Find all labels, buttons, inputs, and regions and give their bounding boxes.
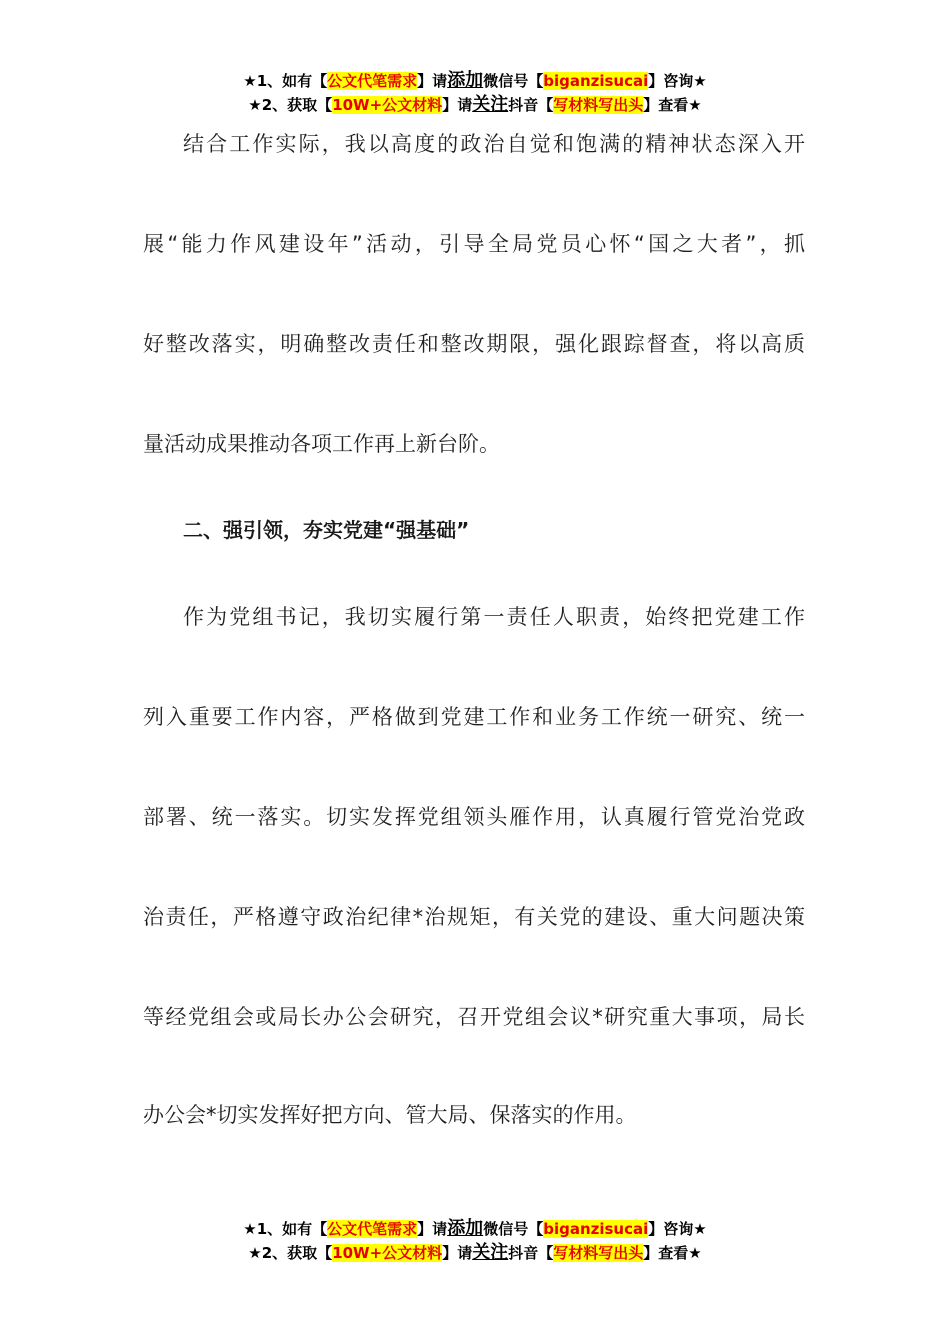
promo-text: 抖音【: [508, 96, 554, 114]
paragraph-2-line-6: 办公会*切实发挥好把方向、管大局、保落实的作用。: [143, 1103, 637, 1127]
promo-text: 】请: [417, 72, 448, 90]
promo-line-1: [0, 69, 950, 93]
promo-emphasis-follow: 关注: [472, 94, 509, 115]
paragraph-1-line-2: 展“能力作风建设年”活动，引导全局党员心怀“国之大者”，抓: [143, 232, 805, 256]
promo-text: 】查看★: [643, 96, 702, 114]
promo-text: 抖音【: [508, 1244, 554, 1262]
promo-text: 】查看★: [643, 1244, 702, 1262]
promo-line-1: [0, 1217, 950, 1241]
promo-text: ★1、如有【: [243, 1220, 328, 1238]
paragraph-2-line-3: 部署、统一落实。切实发挥党组领头雁作用，认真履行管党治党政: [143, 805, 805, 829]
promo-highlight-materials: 10W+公文材料: [332, 1244, 443, 1262]
header-promo-banner: [0, 69, 950, 117]
promo-highlight-ghostwriting: 公文代笔需求: [327, 72, 418, 90]
paragraph-2-line-1: 作为党组书记，我切实履行第一责任人职责，始终把党建工作: [183, 605, 805, 629]
paragraph-2-line-4: 治责任，严格遵守政治纪律*治规矩，有关党的建设、重大问题决策: [143, 905, 805, 929]
promo-emphasis-add: 添加: [447, 70, 484, 91]
footer-promo-banner: [0, 1217, 950, 1265]
promo-emphasis-follow: 关注: [472, 1242, 509, 1263]
paragraph-1-line-4: 量活动成果推动各项工作再上新台阶。: [143, 432, 500, 456]
section-heading-2: 二、强引领，夯实党建“强基础”: [183, 518, 470, 542]
promo-text: 】请: [442, 1244, 473, 1262]
promo-text: ★2、获取【: [248, 1244, 333, 1262]
promo-emphasis-add: 添加: [447, 1218, 484, 1239]
promo-text: 微信号【: [483, 1220, 544, 1238]
paragraph-2-line-5: 等经党组会或局长办公会研究，召开党组会议*研究重大事项，局长: [143, 1005, 805, 1029]
paragraph-2-line-2: 列入重要工作内容，严格做到党建工作和业务工作统一研究、统一: [143, 705, 805, 729]
promo-text: ★2、获取【: [248, 96, 333, 114]
promo-highlight-douyin: 写材料写出头: [553, 1244, 644, 1262]
promo-highlight-douyin: 写材料写出头: [553, 96, 644, 114]
promo-highlight-ghostwriting: 公文代笔需求: [327, 1220, 418, 1238]
paragraph-1-line-3: 好整改落实，明确整改责任和整改期限，强化跟踪督查，将以高质: [143, 332, 805, 356]
promo-text: 微信号【: [483, 72, 544, 90]
promo-text: 】请: [442, 96, 473, 114]
promo-text: 】咨询★: [648, 1220, 707, 1238]
promo-highlight-wechat-id: biganzisucai: [543, 1220, 649, 1238]
promo-line-2: [0, 1241, 950, 1265]
promo-highlight-materials: 10W+公文材料: [332, 96, 443, 114]
promo-line-2: [0, 93, 950, 117]
promo-text: 】咨询★: [648, 72, 707, 90]
promo-highlight-wechat-id: biganzisucai: [543, 72, 649, 90]
promo-text: ★1、如有【: [243, 72, 328, 90]
paragraph-1-line-1: 结合工作实际，我以高度的政治自觉和饱满的精神状态深入开: [183, 132, 805, 156]
promo-text: 】请: [417, 1220, 448, 1238]
